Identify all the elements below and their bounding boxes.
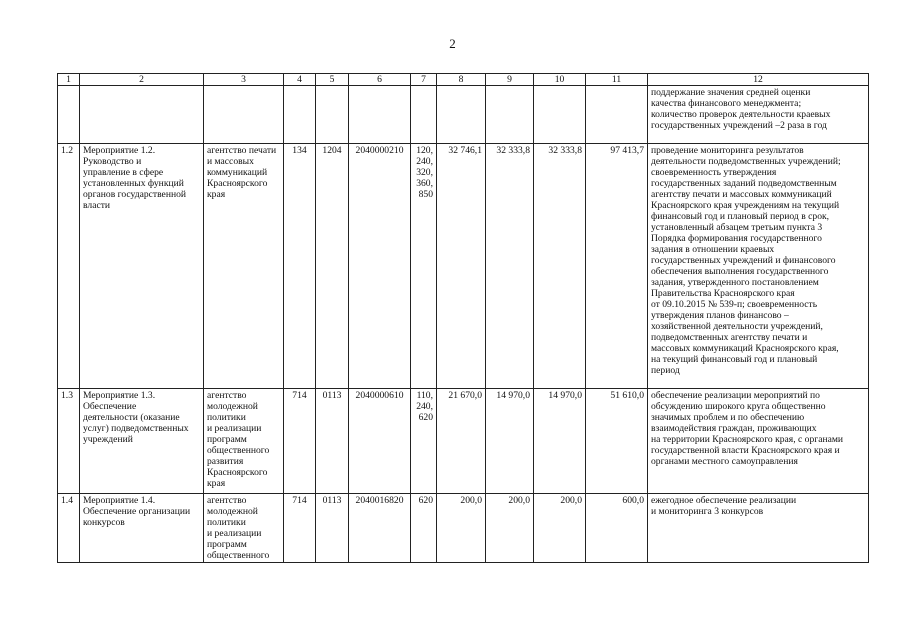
agency: агентство печати и массовых коммуникаций Красноярского края (204, 144, 284, 389)
measure-name (80, 86, 204, 144)
measure-name: Мероприятие 1.2. Руководство и управление в сфере установленных функций органов государственной власти (80, 144, 204, 389)
expected-result: проведение мониторинга результатов деятельности подведомственных учреждений; своевременность утверждения государственных заданий подведомственным агентству печати и массовых коммуникаций Красноярского края учреждениям на текущий финансовый год и плановый период в срок, установленный абзацем третьим пункта 3 Порядка формирования государственного задания в отношении краевых государственных учреждений и финансового обеспечения выполнения государственного задания, утвержденного постановлением Правительства Красноярского края от 09.10.2015 № 539-п; своевременность утверждения планов финансово – хозяйственной деятельности учреждений, подведомственных агентству печати и массовых коммуникаций Красноярского края, на текущий финансовый год и плановый период (648, 144, 869, 389)
agency (204, 86, 284, 144)
target-article-code: 2040000610 (349, 389, 411, 494)
amount-total: 97 413,7 (586, 144, 648, 389)
expected-result: поддержание значения средней оценки качества финансового менеджмента; количество проверок деятельности краевых государственных учреждений –2 раза в год (648, 86, 869, 144)
section-code (316, 86, 349, 144)
row-number: 1.2 (58, 144, 80, 389)
amount-year-2: 32 333,8 (486, 144, 534, 389)
col-header: 9 (486, 74, 534, 86)
amount-total (586, 86, 648, 144)
col-header: 2 (80, 74, 204, 86)
col-header: 4 (284, 74, 316, 86)
measure-name: Мероприятие 1.3. Обеспечение деятельности (оказание услуг) подведомственных учреждений (80, 389, 204, 494)
amount-year-3: 14 970,0 (534, 389, 586, 494)
col-header: 3 (204, 74, 284, 86)
amount-year-2: 14 970,0 (486, 389, 534, 494)
amount-year-2 (486, 86, 534, 144)
col-header: 10 (534, 74, 586, 86)
amount-year-1 (437, 86, 486, 144)
row-number: 1.3 (58, 389, 80, 494)
row-number: 1.4 (58, 494, 80, 563)
table-row (58, 144, 869, 389)
amount-total: 51 610,0 (586, 389, 648, 494)
row-number (58, 86, 80, 144)
target-article-code: 2040016820 (349, 494, 411, 563)
col-header: 6 (349, 74, 411, 86)
section-code: 0113 (316, 494, 349, 563)
amount-year-3 (534, 86, 586, 144)
section-code: 1204 (316, 144, 349, 389)
amount-year-3: 32 333,8 (534, 144, 586, 389)
measures-table (57, 73, 869, 563)
table-header-row (58, 74, 869, 86)
col-header: 7 (411, 74, 437, 86)
grbs-code: 714 (284, 494, 316, 563)
expense-type-code (411, 86, 437, 144)
grbs-code: 714 (284, 389, 316, 494)
amount-total: 600,0 (586, 494, 648, 563)
col-header: 8 (437, 74, 486, 86)
table-row (58, 389, 869, 494)
expected-result: обеспечение реализации мероприятий по обсуждению широкого круга общественно значимых проблем и по обеспечению взаимодействия граждан, проживающих на территории Красноярского края, с органами государственной власти Красноярского края и органами местного самоуправления (648, 389, 869, 494)
page-number: 2 (449, 36, 456, 51)
expense-type-code: 110, 240, 620 (411, 389, 437, 494)
col-header: 5 (316, 74, 349, 86)
col-header: 1 (58, 74, 80, 86)
amount-year-1: 200,0 (437, 494, 486, 563)
amount-year-1: 32 746,1 (437, 144, 486, 389)
table-row (58, 86, 869, 144)
amount-year-3: 200,0 (534, 494, 586, 563)
col-header: 12 (648, 74, 869, 86)
target-article-code (349, 86, 411, 144)
expected-result: ежегодное обеспечение реализации и мониторинга 3 конкурсов (648, 494, 869, 563)
col-header: 11 (586, 74, 648, 86)
measure-name: Мероприятие 1.4. Обеспечение организации конкурсов (80, 494, 204, 563)
amount-year-1: 21 670,0 (437, 389, 486, 494)
section-code: 0113 (316, 389, 349, 494)
agency: агентство молодежной политики и реализации программ общественного развития Красноярского края (204, 389, 284, 494)
grbs-code: 134 (284, 144, 316, 389)
grbs-code (284, 86, 316, 144)
expense-type-code: 120, 240, 320, 360, 850 (411, 144, 437, 389)
agency: агентство молодежной политики и реализации программ общественного (204, 494, 284, 563)
expense-type-code: 620 (411, 494, 437, 563)
amount-year-2: 200,0 (486, 494, 534, 563)
target-article-code: 2040000210 (349, 144, 411, 389)
table-row (58, 494, 869, 563)
